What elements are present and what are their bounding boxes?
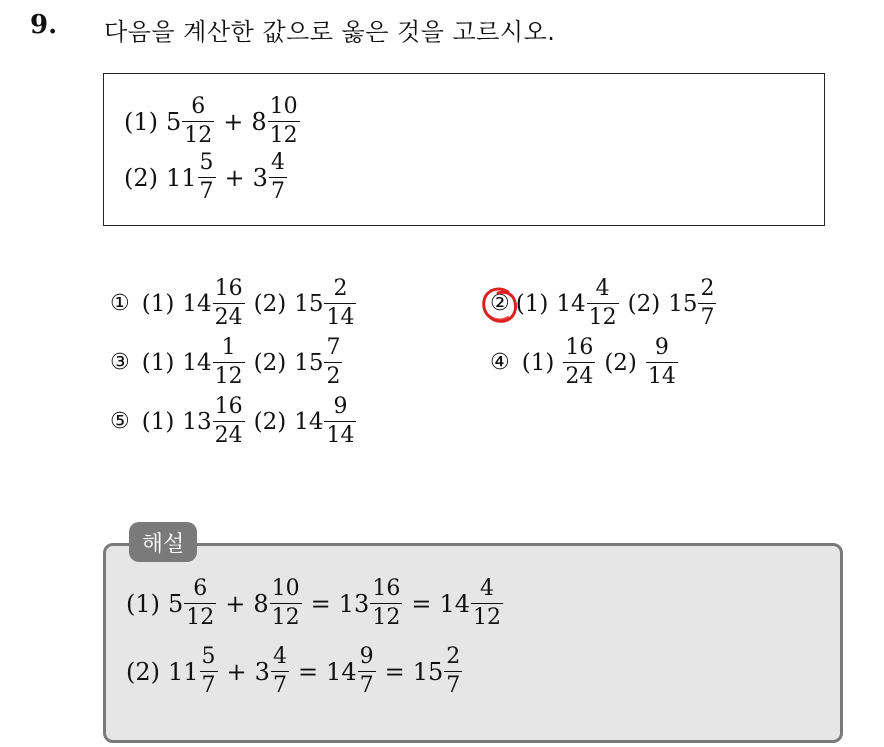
whole-part: 14 [326,657,357,686]
whole-part: 14 [182,290,212,317]
numerator: 9 [333,394,348,419]
whole-part: 8 [251,107,267,136]
solution-line-1 [126,578,504,629]
choice-label: (2) [604,349,637,376]
whole-part: 13 [338,589,370,618]
whole-part: 15 [668,290,698,317]
equals-operator: = [297,657,319,686]
denominator: 24 [214,423,243,448]
fraction [324,278,356,329]
choice-1[interactable] [110,278,357,329]
fraction [563,337,595,388]
denominator: 12 [214,364,243,389]
whole-part: 11 [168,657,199,686]
denominator: 7 [270,179,285,204]
denominator: 2 [326,364,341,389]
numerator: 2 [700,276,715,301]
problem-box [103,73,825,226]
denominator: 14 [326,423,355,448]
whole-part: 3 [254,657,270,686]
fraction [213,337,245,388]
denominator: 7 [201,673,216,698]
numerator: 10 [269,94,298,119]
fraction [184,578,216,629]
numerator: 9 [654,335,669,360]
choice-4[interactable] [490,337,679,388]
fraction [182,96,214,147]
fraction [370,578,402,629]
denominator: 12 [184,123,213,148]
problem-label: (1) [124,107,158,136]
denominator: 12 [472,605,501,630]
denominator: 12 [372,605,401,630]
numerator: 1 [221,335,236,360]
question-number: 9. [30,10,58,40]
numerator: 4 [270,150,285,175]
numerator: 16 [565,335,594,360]
choice-label: (2) [627,290,661,317]
denominator: 24 [214,305,243,330]
numerator: 2 [333,276,348,301]
fraction [444,646,462,697]
fraction [471,578,503,629]
choice-label: (1) [141,408,175,435]
problem-line-1 [124,96,301,147]
whole-part: 14 [182,349,212,376]
numerator: 7 [326,335,341,360]
choice-number: ③ [110,350,130,375]
numerator: 5 [199,150,214,175]
solution-label: (2) [126,657,160,686]
choice-3[interactable] [110,337,343,388]
fraction [213,396,245,447]
plus-operator: + [226,657,247,686]
whole-part: 14 [439,589,470,618]
choice-2[interactable] [490,278,717,329]
choice-label: (2) [253,408,287,435]
numerator: 4 [479,576,494,601]
numerator: 2 [446,644,461,669]
denominator: 14 [326,305,355,330]
whole-part: 14 [556,290,586,317]
fraction [698,278,716,329]
numerator: 4 [595,276,610,301]
denominator: 7 [199,179,214,204]
numerator: 6 [191,94,206,119]
fraction [198,152,216,203]
solution-label: (1) [126,589,160,618]
equals-operator: = [411,589,432,618]
denominator: 12 [186,605,215,630]
choice-label: (2) [253,290,287,317]
whole-part: 11 [166,163,197,192]
numerator: 4 [272,644,287,669]
choice-number: ④ [490,350,510,375]
numerator: 9 [359,644,374,669]
choice-number: ⑤ [110,409,130,434]
choice-label: (1) [515,290,549,317]
solution-box [103,543,843,743]
denominator: 7 [700,305,715,330]
fraction [324,396,356,447]
fraction [587,278,619,329]
whole-part: 5 [166,107,182,136]
numerator: 16 [214,394,243,419]
fraction [268,96,300,147]
answer-mark-icon [478,283,522,327]
fraction [324,337,342,388]
solution-line-2 [126,646,463,697]
numerator: 6 [193,576,208,601]
fraction [358,646,376,697]
fraction [200,646,218,697]
solution-tab: 해설 [129,522,197,562]
whole-part: 15 [294,349,324,376]
plus-operator: + [225,589,246,618]
denominator: 14 [647,364,676,389]
whole-part: 15 [412,657,444,686]
whole-part: 13 [182,408,212,435]
choice-5[interactable] [110,396,357,447]
question-prompt: 다음을 계산한 값으로 옳은 것을 고르시오. [104,18,556,46]
plus-operator: + [223,107,244,136]
choice-label: (1) [521,349,555,376]
whole-part: 5 [168,589,184,618]
choice-number: ② [490,291,510,316]
whole-part: 3 [252,163,268,192]
denominator: 24 [565,364,594,389]
choice-label: (1) [141,290,175,317]
choice-number: ① [110,291,130,316]
numerator: 10 [271,576,300,601]
equals-operator: = [310,589,331,618]
choice-label: (1) [141,349,175,376]
problem-line-2 [124,152,288,203]
fraction [213,278,245,329]
whole-part: 8 [253,589,269,618]
problem-label: (2) [124,163,158,192]
whole-part: 15 [294,290,324,317]
whole-part: 14 [294,408,324,435]
fraction [646,337,678,388]
numerator: 16 [214,276,243,301]
plus-operator: + [224,163,245,192]
fraction [270,578,302,629]
fraction [269,152,287,203]
choice-label: (2) [253,349,287,376]
numerator: 5 [201,644,216,669]
denominator: 7 [359,673,374,698]
fraction [271,646,289,697]
equals-operator: = [384,657,405,686]
numerator: 16 [372,576,401,601]
denominator: 12 [269,123,298,148]
denominator: 7 [446,673,461,698]
denominator: 12 [588,305,617,330]
denominator: 12 [271,605,300,630]
denominator: 7 [272,673,287,698]
